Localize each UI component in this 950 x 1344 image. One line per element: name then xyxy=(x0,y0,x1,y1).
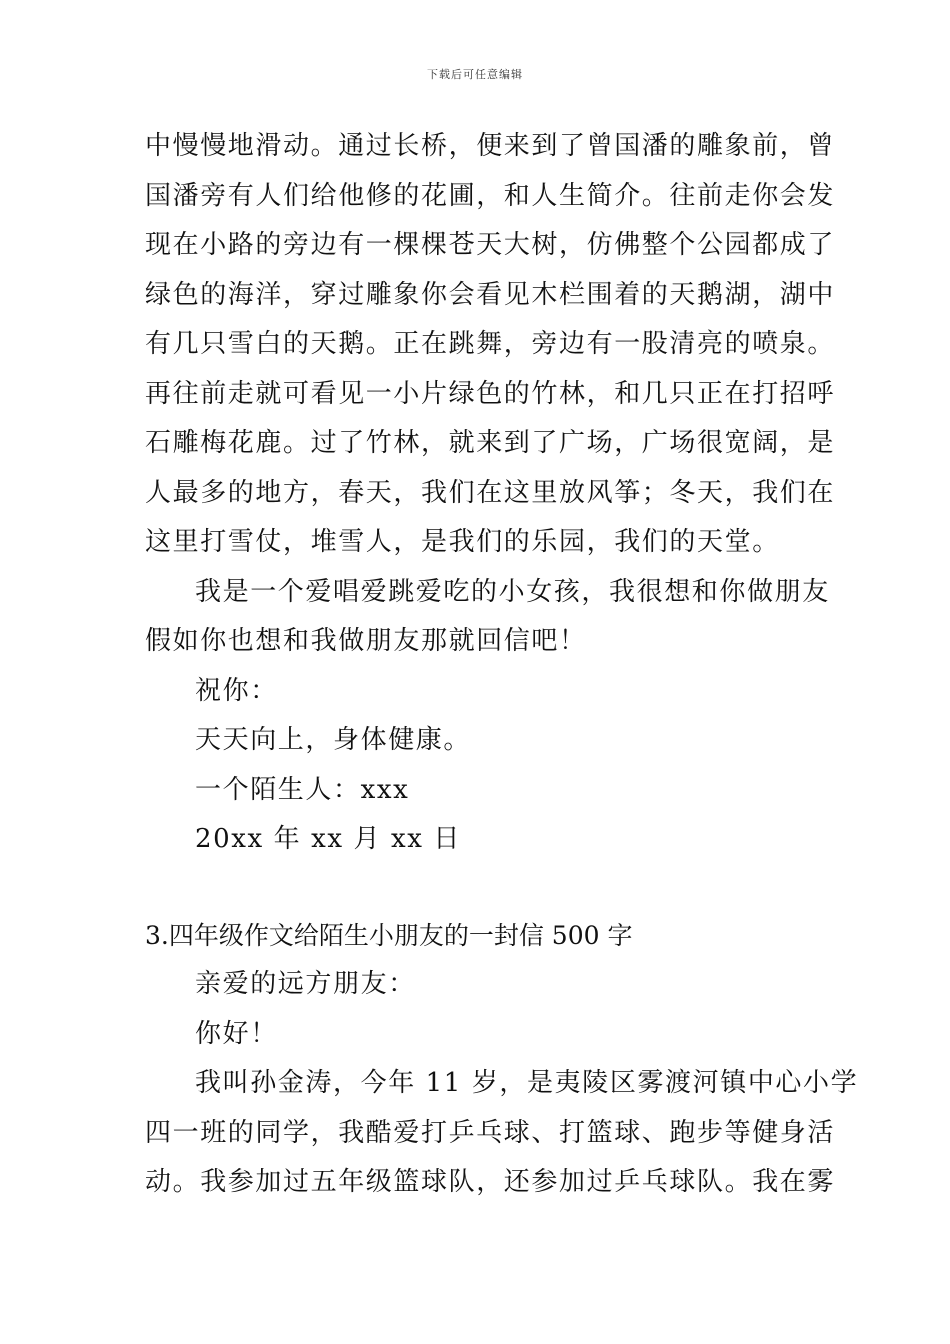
section-title: 3.四年级作文给陌生小朋友的一封信 500 字 xyxy=(145,920,633,950)
closing-wish: 祝你： xyxy=(195,675,278,706)
paragraph-park-description xyxy=(145,122,836,568)
text-line: 四一班的同学，我酷爱打乒乓球、打篮球、跑步等健身活 xyxy=(145,1117,836,1148)
closing-signature: 一个陌生人：xxx xyxy=(195,774,410,805)
section-3 xyxy=(145,911,859,1208)
text-line: 石雕梅花鹿。过了竹林，就来到了广场，广场很宽阔，是 xyxy=(145,428,836,458)
text-line: 中慢慢地滑动。通过长桥，便来到了曾国潘的雕象前，曾 xyxy=(145,131,836,161)
closing-wish-text: 天天向上，身体健康。 xyxy=(195,725,472,755)
text-line: 我是一个爱唱爱跳爱吃的小女孩，我很想和你做朋友 xyxy=(195,576,830,607)
text-line: 再往前走就可看见一小片绿色的竹林，和几只正在打招呼 xyxy=(145,378,836,409)
text-line: 这里打雪仗，堆雪人，是我们的乐园，我们的天堂。 xyxy=(145,527,780,557)
greeting: 你好！ xyxy=(195,1018,278,1049)
salutation: 亲爱的远方朋友： xyxy=(195,969,416,999)
page-header: 下载后可任意编辑 xyxy=(427,68,523,81)
document-body xyxy=(145,122,859,1208)
text-line: 国潘旁有人们给他修的花圃，和人生简介。往前走你会发 xyxy=(145,180,836,211)
text-line: 绿色的海洋，穿过雕象你会看见木栏围着的天鹅湖，湖中 xyxy=(145,279,836,310)
text-line: 现在小路的旁边有一棵棵苍天大树，仿佛整个公园都成了 xyxy=(145,230,836,260)
text-line: 有几只雪白的天鹅。正在跳舞，旁边有一股清亮的喷泉。 xyxy=(145,329,836,359)
paragraph-friendship xyxy=(145,568,830,667)
text-line: 人最多的地方，春天，我们在这里放风筝；冬天，我们在 xyxy=(145,477,836,508)
section-spacer xyxy=(145,865,810,911)
text-line: 我叫孙金涛，今年 11 岁，是夷陵区雾渡河镇中心小学 xyxy=(195,1068,859,1098)
text-line: 假如你也想和我做朋友那就回信吧！ xyxy=(145,626,587,656)
letter-closing xyxy=(145,667,810,865)
closing-date: 20xx 年 xx 月 xx 日 xyxy=(195,824,461,854)
text-line: 动。我参加过五年级篮球队，还参加过乒乓球队。我在雾 xyxy=(145,1167,836,1197)
